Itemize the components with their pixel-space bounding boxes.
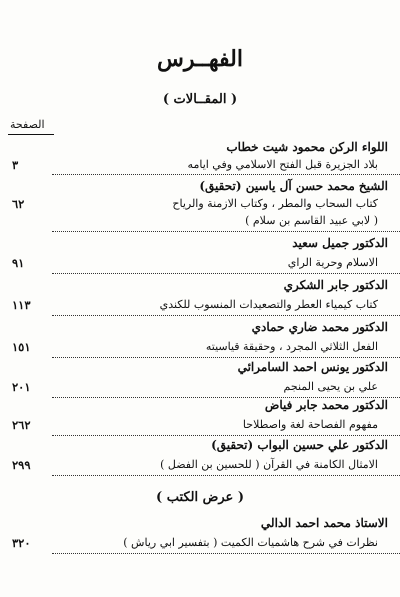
section-books-heading: ( عرض الكتب ) <box>156 490 244 505</box>
entry-page-number: ٣٢٠ <box>12 536 31 550</box>
entry-author: اللواء الركن محمود شيت خطاب <box>226 140 388 154</box>
entry-page-number: ٣ <box>12 158 19 172</box>
entry-author: الاستاذ محمد احمد الدالي <box>260 516 388 530</box>
entry-leader <box>52 315 400 316</box>
entry-title: الامثال الكامنة في القرآن ( للحسين بن الفضل ) <box>160 458 378 471</box>
entry-author: الدكتور محمد ضاري حمادي <box>251 320 388 334</box>
entry-title: بلاد الجزيرة قبل الفتح الاسلامي وفي ايامه <box>187 158 378 171</box>
entry-leader <box>52 174 400 175</box>
entry-page-number: ٦٢ <box>12 197 25 211</box>
entry-author: الشيخ محمد حسن آل ياسين (تحقيق) <box>199 179 388 193</box>
entry-subtitle: ( لابي عبيد القاسم بن سلام ) <box>245 214 378 227</box>
entry-page-number: ٢٩٩ <box>12 458 31 472</box>
entry-page-number: ٢٦٢ <box>12 418 31 432</box>
entry-author: الدكتور جابر الشكري <box>283 278 388 292</box>
entry-author: الدكتور علي حسين البواب (تحقيق) <box>211 438 388 452</box>
entry-leader <box>52 553 400 554</box>
entry-leader <box>52 475 400 476</box>
entry-title: الفعل الثلاثي المجرد ، وحقيقة قياسيته <box>205 340 378 353</box>
entry-title: علي بن يحيى المنجم <box>283 380 378 393</box>
entry-author: الدكتور جميل سعيد <box>292 236 388 250</box>
entry-title: مفهوم الفصاحة لغة واصطلاحا <box>242 418 378 431</box>
entry-leader <box>52 357 400 358</box>
page-title: الفهــرس <box>157 46 243 72</box>
entry-page-number: ١١٣ <box>12 298 31 312</box>
entry-title: كتاب السحاب والمطر ، وكتاب الازمنة والرياح <box>172 197 378 210</box>
entry-author: الدكتور يونس احمد السامرائي <box>237 360 388 374</box>
page-column-rule <box>8 134 54 135</box>
entry-page-number: ٩١ <box>12 256 25 270</box>
entry-title: نظرات في شرح هاشميات الكميت ( بتفسير ابي رياش ) <box>123 536 378 549</box>
entry-leader <box>52 435 400 436</box>
page-column-label: الصفحة <box>10 118 45 131</box>
entry-leader <box>52 231 400 232</box>
section-articles-heading: ( المقــالات ) <box>162 92 238 107</box>
entry-title: كتاب كيمياء العطر والتصعيدات المنسوب للكندي <box>159 298 378 311</box>
entry-page-number: ١٥١ <box>12 340 31 354</box>
entry-author: الدكتور محمد جابر فياض <box>264 398 388 412</box>
entry-page-number: ٢٠١ <box>12 380 31 394</box>
entry-title: الاسلام وحرية الراي <box>287 256 378 269</box>
entry-leader <box>52 273 400 274</box>
